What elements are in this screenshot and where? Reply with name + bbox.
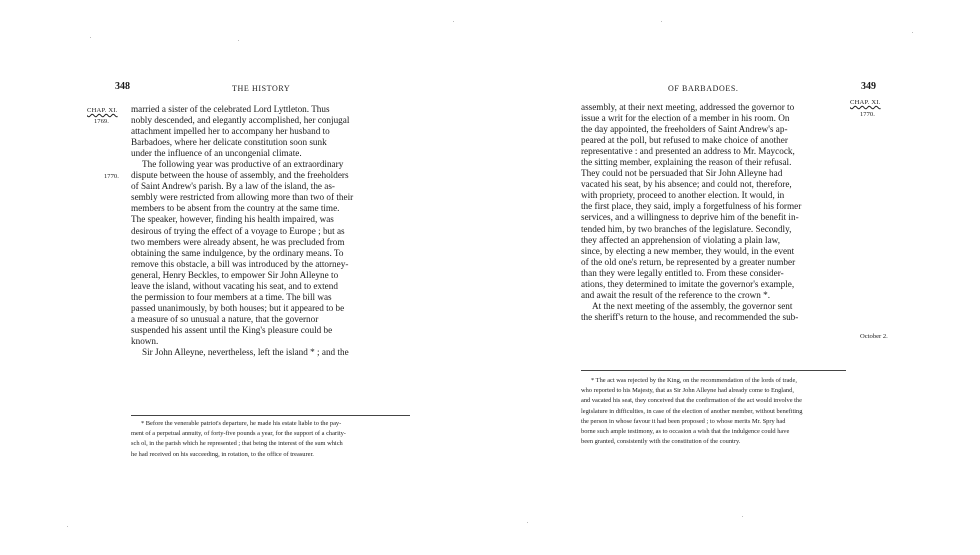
text-line: attachment impelled her to accompany her husband to [131,126,330,137]
right-chapter-mark: CHAP. XI. [850,99,881,106]
scan-speck [238,40,239,41]
text-line: than they were legally entitled to. From these consider- [581,267,784,278]
scan-speck [912,32,913,33]
right-page [490,0,980,555]
text-line: tended him, by two branches of the legislature. Secondly, [581,223,792,234]
text-line: representative : and presented an address to Mr. Maycock, [581,146,795,157]
text-line: the sheriff's return to the house, and recommended the sub- [581,311,799,322]
text-line: since, by electing a new member, they would, in the event [581,245,795,256]
footnote-line: been granted, consistently with the constitution of the country. [581,438,741,446]
text-line: suspended his assent until the King's pleasure could be [131,324,333,335]
footnote-line: who reported to his Majesty, that as Sir John Alleyne had already come to England, [581,387,794,395]
text-line: two members were already absent, he was precluded from [131,236,345,247]
left-margin-year-1770: 1770. [104,173,119,180]
text-line: At the next meeting of the assembly, the governor sent [592,300,793,311]
text-line: desirous of trying the effect of a voyage to Europe ; but as [131,225,345,236]
text-line: the sitting member, explaining the reason of their refusal. [581,157,792,168]
text-line: married a sister of the celebrated Lord Lyttleton. Thus [131,104,330,114]
text-line: vacated his seat, by his absence; and could not, therefore, [581,179,792,190]
footnote-line: borne such ample testimony, as to occasion a wish that the indulgence could have [581,427,790,435]
text-line: assembly, at their next meeting, addressed the governor to [581,102,795,112]
left-running-head: THE HISTORY [232,84,291,93]
footnote-line: the person in whose favour it had been proposed ; to whose merits Mr. Spry had [581,417,786,425]
text-line: dispute between the house of assembly, and the freeholders [131,170,349,181]
left-footnote-rule [131,415,410,416]
text-line: peared at the poll, but refused to make choice of another [581,135,788,146]
right-margin-date: October 2. [860,333,888,340]
text-line: of Saint Andrew's parish. By a law of the island, the as- [131,181,335,192]
text-line: sembly were restricted from allowing more than two of their [131,192,354,203]
scan-speck [742,516,743,517]
text-line: members to be absent from the country at the same time. [131,203,340,214]
left-body-text [131,104,410,358]
text-line: the permission to four members at a time. The bill was [131,291,332,302]
text-line: of the old one's return, be represented by a greater number [581,256,796,267]
text-line: ations, they determined to imitate the governor's example, [581,278,795,289]
text-line: nobly descended, and elegantly accomplished, her conjugal [131,115,350,126]
right-margin-year: 1770. [860,111,875,118]
footnote-line: * The act was rejected by the King, on the recommendation of the lords of trade, [591,377,797,384]
text-line: leave the island, without vacating his seat, and to extend [131,280,338,291]
right-footnote [581,376,853,447]
right-body-text [581,102,846,323]
footnote-line: he had received on his succeeding, in rotation, to the office of treasurer. [131,450,314,458]
text-line: under the influence of an uncongenial climate. [131,148,302,159]
left-chapter-mark: CHAP. XI. [87,107,118,114]
text-line: obtaining the same indulgence, by the ordinary means. To [131,247,344,258]
right-footnote-rule [581,370,846,371]
right-page-number: 349 [861,81,876,92]
footnote-line: ment of a perpetual annuity, of forty-five pounds a year, for the support of a charity- [131,430,346,438]
text-line: the first place, they said, imply a forgetfulness of his former [581,201,802,212]
text-line: issue a writ for the election of a member in his room. On [581,113,790,124]
scan-speck [90,37,91,38]
scan-speck [453,21,454,22]
scan-speck [527,522,528,523]
text-line: The following year was productive of an extraordinary [142,159,344,170]
scan-speck [661,21,662,22]
right-running-head: OF BARBADOES. [668,84,739,93]
left-footnote [131,419,413,460]
text-line: services, and a willingness to deprive him of the benefit in- [581,212,799,223]
text-line: Sir John Alleyne, nevertheless, left the island * ; and the [142,347,349,358]
left-page-number: 348 [115,81,130,92]
footnote-line: legislature in difficulties, in case of the election of another member, without benefiting [581,407,803,415]
footnote-line: * Before the venerable patriot's departure, he made his estate liable to the pay- [141,420,342,427]
text-line: passed unanimously, by both houses; but it appeared to be [131,302,345,313]
left-margin-year-1769: 1769. [94,118,109,125]
text-line: with propriety, proceed to another election. It would, in [581,190,785,201]
text-line: The speaker, however, finding his health impaired, was [131,214,334,225]
text-line: and await the result of the reference to the crown *. [581,289,771,300]
text-line: a measure of so unusual a nature, that the governor [131,313,319,324]
scan-speck [67,526,68,527]
text-line: general, Henry Beckles, to empower Sir John Alleyne to [131,269,339,280]
text-line: the day appointed, the freeholders of Saint Andrew's ap- [581,124,788,135]
text-line: Barbadoes, where her delicate constitution soon sunk [131,137,327,148]
text-line: they affected an apprehension of violating a plain law, [581,234,780,245]
text-line: remove this obstacle, a bill was introduced by the attorney- [131,258,349,269]
footnote-line: sch ol, in the parish which he represented ; that being the interest of the sum which [131,440,343,448]
footnote-line: and vacated his seat, they conceived that the confirmation of the act would involve the [581,397,802,405]
text-line: known. [131,335,159,346]
text-line: They could not be persuaded that Sir John Alleyne had [581,168,783,179]
